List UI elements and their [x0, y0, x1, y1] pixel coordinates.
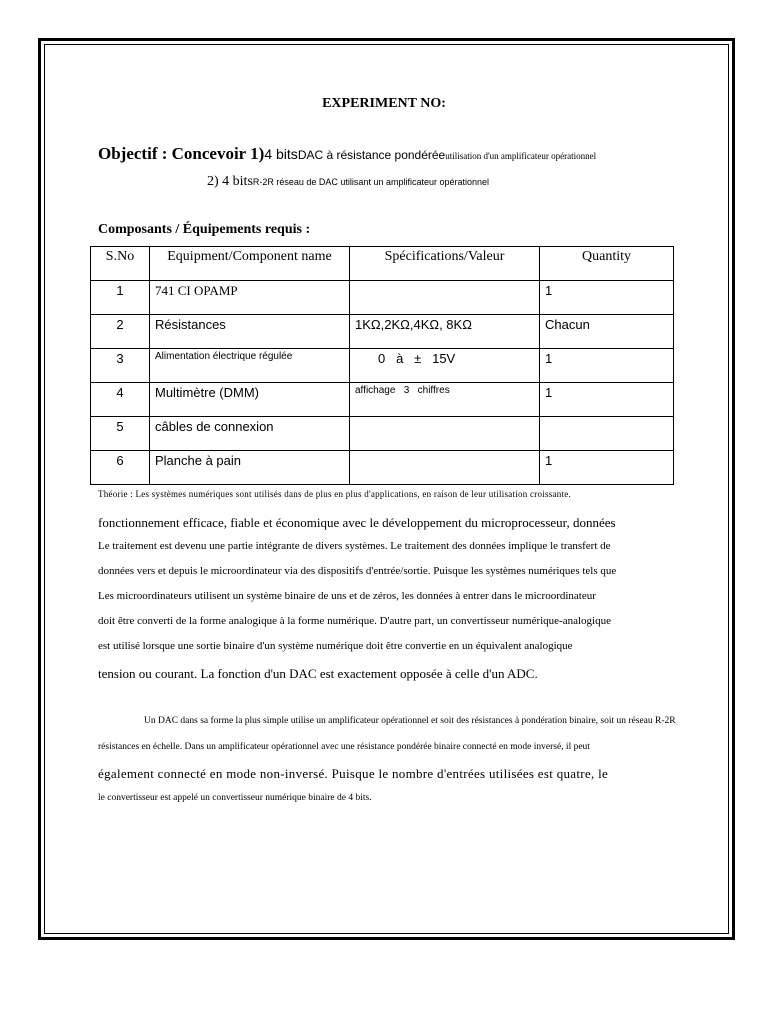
cell-name: 741 CI OPAMP — [150, 281, 350, 315]
theory-line: données vers et depuis le microordinateur via des dispositifs d'entrée/sortie. Puisque les systèmes numériques tels que — [98, 565, 617, 577]
cell-sno: 4 — [91, 383, 150, 417]
objective-label: Objectif : Concevoir 1) — [98, 144, 265, 163]
theory-line: Les microordinateurs utilisent un système binaire de uns et de zéros, les données à entrer dans le microordinateur — [98, 590, 596, 602]
theory-line: est utilisé lorsque une sortie binaire d'un système numérique doit être convertie en un équivalent analogique — [98, 640, 573, 652]
experiment-heading: EXPERIMENT NO: — [322, 96, 446, 111]
theory-line: doit être converti de la forme analogique à la forme numérique. D'autre part, un convertisseur numérique-analogique — [98, 615, 611, 627]
cell-name: Planche à pain — [150, 451, 350, 485]
theory-line: Le traitement est devenu une partie intégrante de divers systèmes. Le traitement des données implique le transfert de — [98, 540, 611, 552]
cell-qty: 1 — [540, 349, 674, 383]
cell-name: câbles de connexion — [150, 417, 350, 451]
cell-spec: 1KΩ,2KΩ,4KΩ, 8KΩ — [350, 315, 540, 349]
cell-qty: Chacun — [540, 315, 674, 349]
cell-qty: 1 — [540, 281, 674, 315]
theory-line: tension ou courant. La fonction d'un DAC est exactement opposée à celle d'un ADC. — [98, 666, 538, 681]
objective-line2-rest: R-2R réseau de DAC utilisant un amplificateur opérationnel — [252, 177, 490, 187]
table-header-row — [91, 247, 674, 281]
objective-dac: DAC à résistance pondérée — [297, 148, 446, 162]
cell-spec — [350, 451, 540, 485]
cell-sno: 5 — [91, 417, 150, 451]
cell-name: Alimentation électrique régulée — [150, 349, 350, 383]
objective-rest: utilisation d'un amplificateur opérationnel — [445, 151, 597, 161]
cell-sno: 3 — [91, 349, 150, 383]
cell-spec: 0 à ± 15V — [350, 349, 540, 383]
table-row — [91, 451, 674, 485]
paragraph-line: Un DAC dans sa forme la plus simple utilise un amplificateur opérationnel et soit des résistances à pondération binaire, soit un réseau R-2R — [144, 716, 676, 726]
cell-sno: 2 — [91, 315, 150, 349]
objective-line-1 — [98, 144, 596, 164]
header-name: Equipment/Component name — [150, 247, 350, 281]
theory-line: fonctionnement efficace, fiable et économique avec le développement du microprocesseur, données — [98, 515, 616, 530]
paragraph-line: résistances en échelle. Dans un amplificateur opérationnel avec une résistance pondérée binaire connecté en mode inversé, il peut — [98, 742, 590, 752]
cell-spec: affichage 3 chiffres — [350, 383, 540, 417]
table-row — [91, 383, 674, 417]
paragraph-line: également connecté en mode non-inversé. Puisque le nombre d'entrées utilisées est quatre, le — [98, 766, 609, 781]
equipment-table — [90, 246, 674, 485]
components-heading: Composants / Équipements requis : — [98, 222, 311, 237]
header-qty: Quantity — [540, 247, 674, 281]
cell-qty: 1 — [540, 451, 674, 485]
header-spec: Spécifications/Valeur — [350, 247, 540, 281]
cell-qty — [540, 417, 674, 451]
paragraph-line: le convertisseur est appelé un convertisseur numérique binaire de 4 bits. — [98, 793, 372, 803]
table-row — [91, 315, 674, 349]
table-row — [91, 281, 674, 315]
objective-line2-num: 2) 4 bits — [207, 174, 253, 189]
cell-sno: 6 — [91, 451, 150, 485]
cell-name: Multimètre (DMM) — [150, 383, 350, 417]
cell-spec — [350, 281, 540, 315]
theory-line: Théorie : Les systèmes numériques sont utilisés dans de plus en plus d'applications, en raison de leur utilisation croissante. — [98, 489, 572, 499]
objective-line-2 — [207, 174, 489, 190]
cell-sno: 1 — [91, 281, 150, 315]
cell-spec — [350, 417, 540, 451]
cell-name: Résistances — [150, 315, 350, 349]
objective-bits: 4 bits — [264, 146, 298, 162]
table-row — [91, 417, 674, 451]
header-sno: S.No — [91, 247, 150, 281]
table-row — [91, 349, 674, 383]
cell-qty: 1 — [540, 383, 674, 417]
